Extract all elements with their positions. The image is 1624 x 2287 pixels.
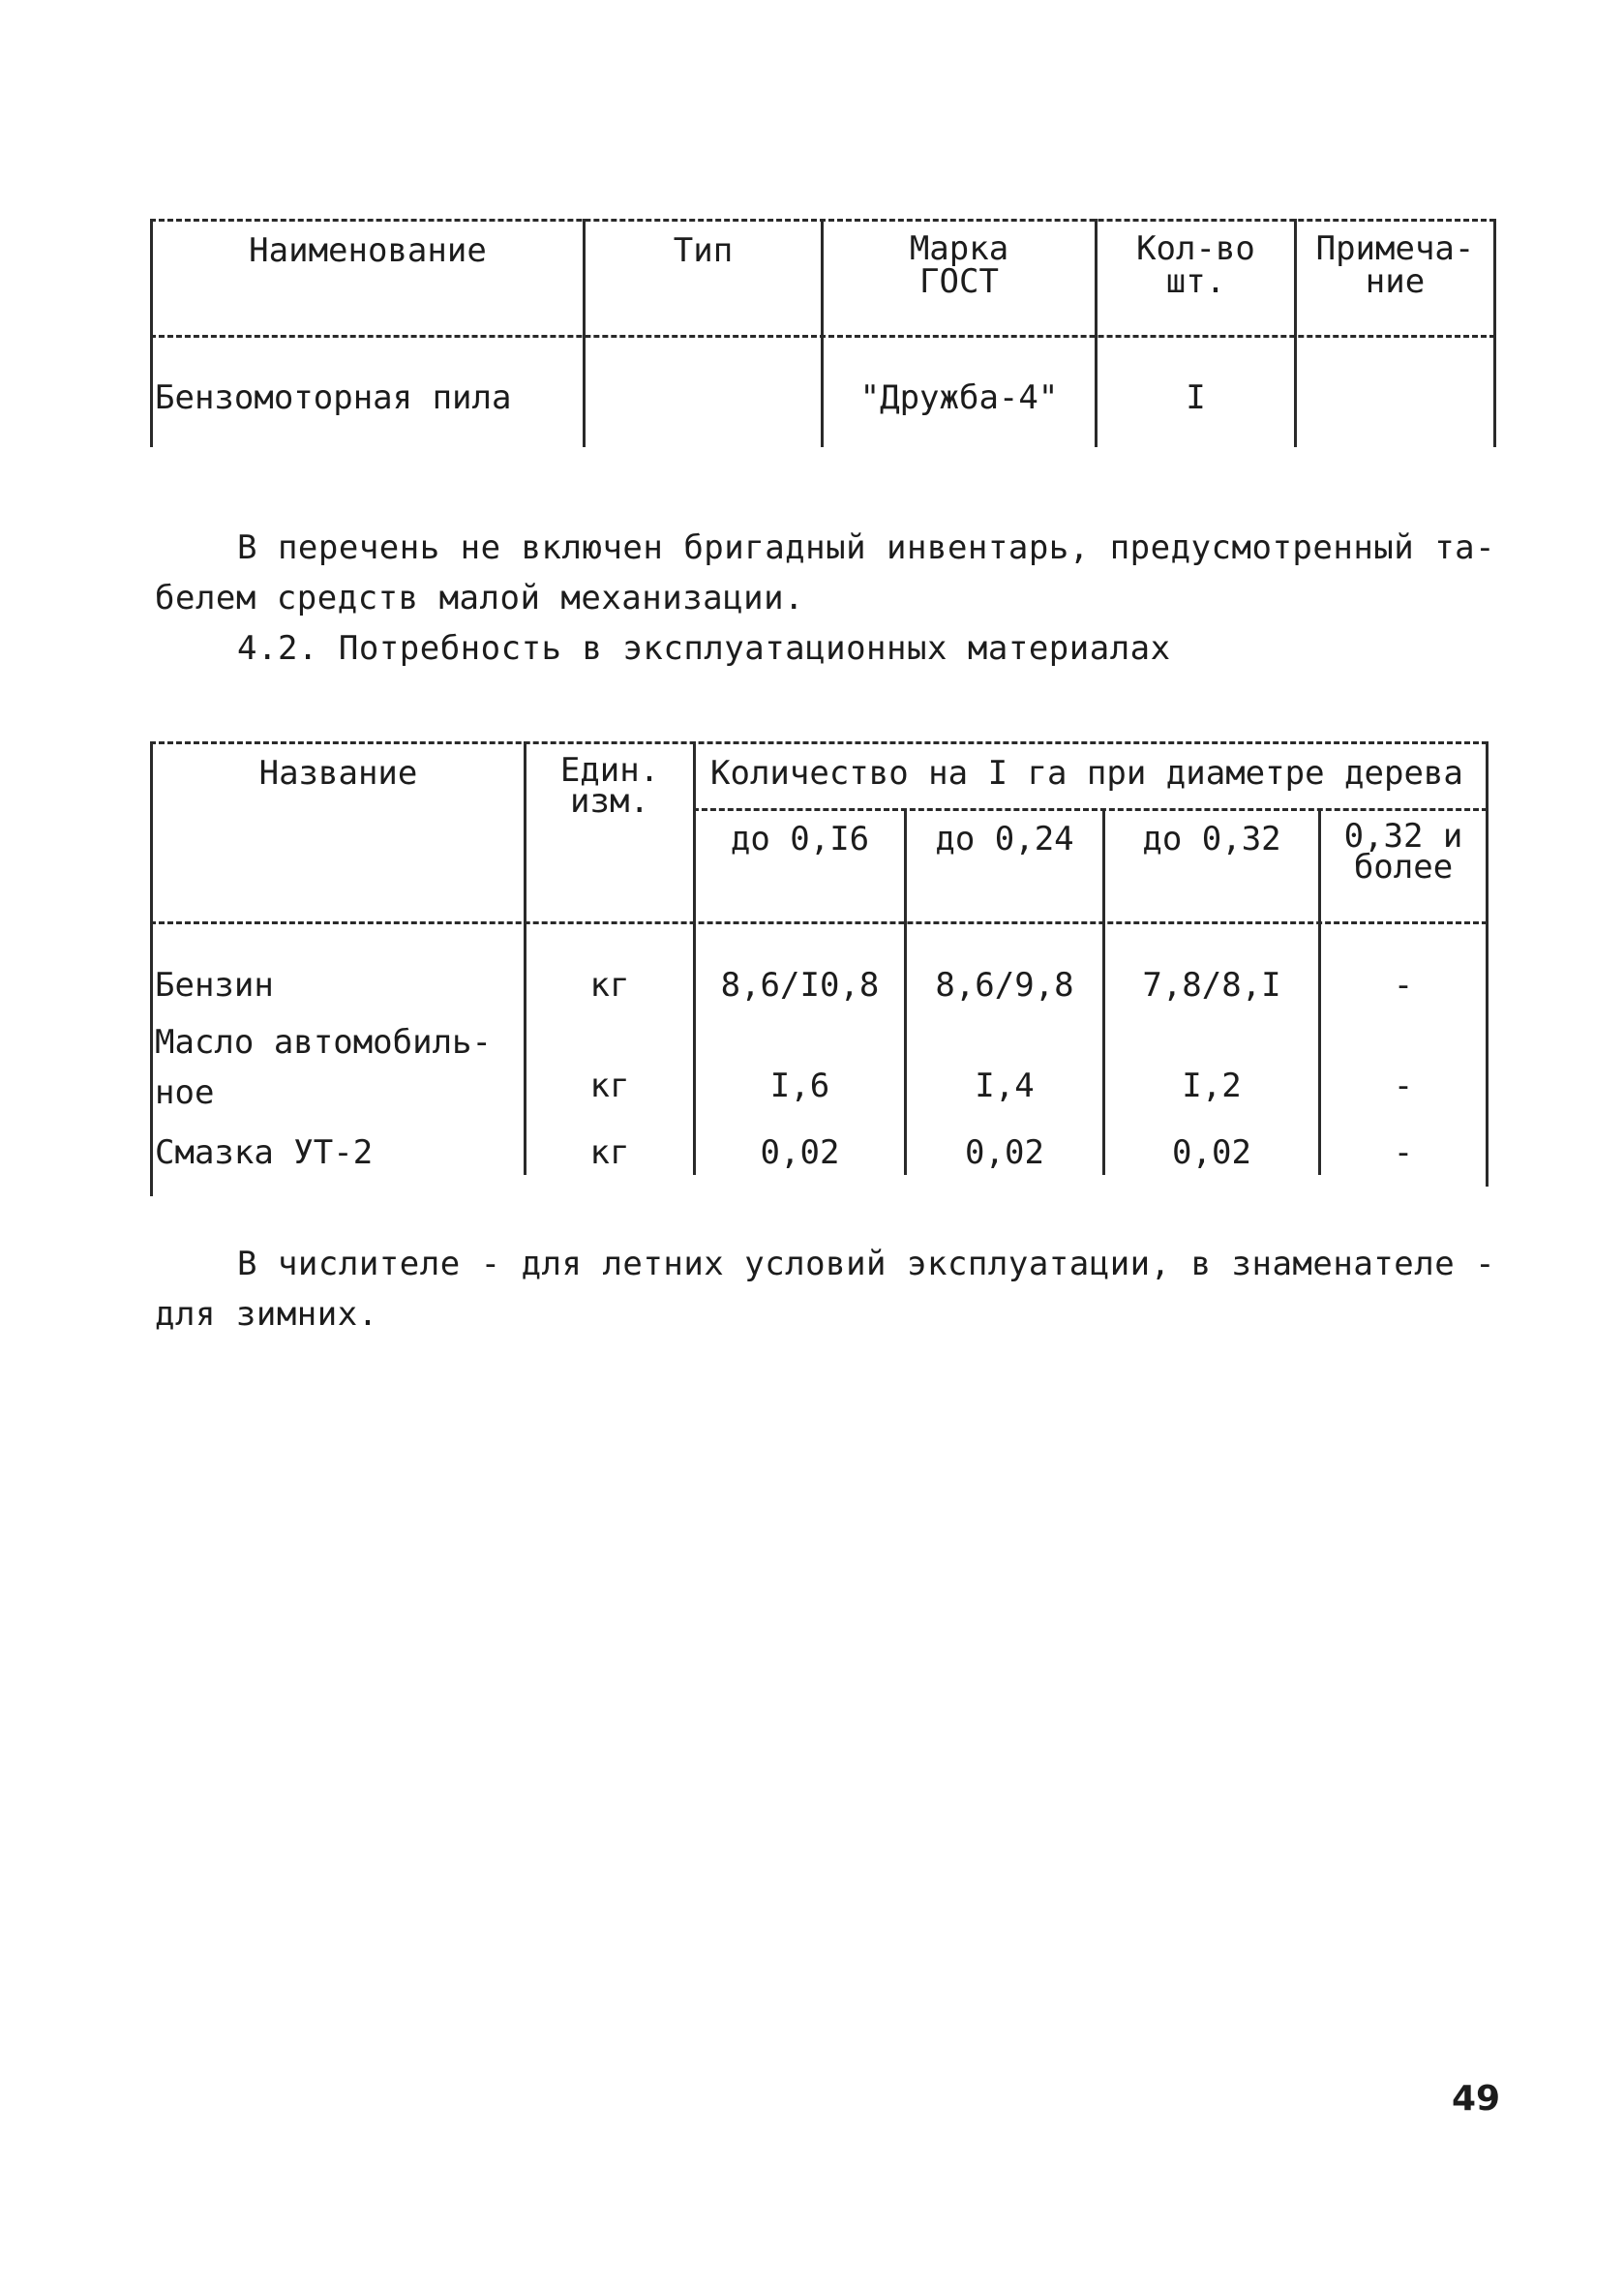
header-unit: Един. изм. [559, 751, 660, 821]
cell-value: 0,02 [760, 1133, 840, 1172]
cell-name: Масло автомобиль- ное [155, 1023, 492, 1112]
cell-value: 7,8/8,I [1142, 966, 1281, 1005]
cell-value: I,6 [769, 1067, 830, 1105]
table-rule [150, 741, 1488, 744]
cell-name: Бензомоторная пила [155, 378, 512, 417]
header-name: Название [258, 754, 418, 793]
header-name: Наименование [249, 231, 487, 270]
cell-value: 8,6/I0,8 [720, 966, 880, 1005]
cell-name: Смазка УТ-2 [155, 1133, 374, 1172]
cell-qty: I [1186, 378, 1206, 417]
subheader-d032: до 0,32 [1142, 820, 1281, 858]
paragraph-line: В перечень не включен бригадный инвентарь, предусмотренный та- [237, 528, 1496, 567]
paragraph-line: белем средств малой механизации. [155, 579, 805, 617]
table-border [1493, 219, 1496, 447]
cell-value: I,2 [1182, 1067, 1242, 1105]
table-rule [693, 808, 1488, 811]
cell-unit: кг [589, 1133, 630, 1172]
subheader-d024: до 0,24 [935, 820, 1074, 858]
header-qty: Кол-во шт. [1136, 229, 1255, 301]
header-quantity-group: Количество на I га при диаметре дерева [710, 754, 1463, 793]
paragraph-line: для зимних. [155, 1295, 378, 1334]
table-border [693, 741, 696, 1175]
cell-value: - [1393, 1133, 1414, 1172]
table-rule [150, 921, 1488, 924]
cell-name: Бензин [155, 966, 274, 1005]
cell-value: 0,02 [1172, 1133, 1251, 1172]
cell-unit: кг [589, 1067, 630, 1105]
cell-grade: "Дружба-4" [859, 378, 1059, 417]
subheader-d016: до 0,I6 [730, 820, 870, 858]
header-grade: Марка ГОСТ [909, 229, 1009, 301]
paragraph-line: В числителе - для летних условий эксплуатации, в знаменателе - [237, 1245, 1496, 1283]
page-number: 49 [1452, 2079, 1501, 2119]
cell-value: - [1393, 966, 1414, 1005]
section-heading: 4.2. Потребность в эксплуатационных материалах [237, 629, 1171, 668]
header-type: Тип [673, 231, 734, 270]
header-note: Примеча- ние [1315, 229, 1475, 301]
cell-value: - [1393, 1067, 1414, 1105]
subheader-over032: 0,32 и более [1343, 817, 1463, 887]
table-border [150, 741, 153, 1196]
cell-value: 0,02 [965, 1133, 1044, 1172]
table-border [1486, 741, 1489, 1187]
cell-value: 8,6/9,8 [935, 966, 1074, 1005]
cell-unit: кг [589, 966, 630, 1005]
cell-value: I,4 [975, 1067, 1035, 1105]
